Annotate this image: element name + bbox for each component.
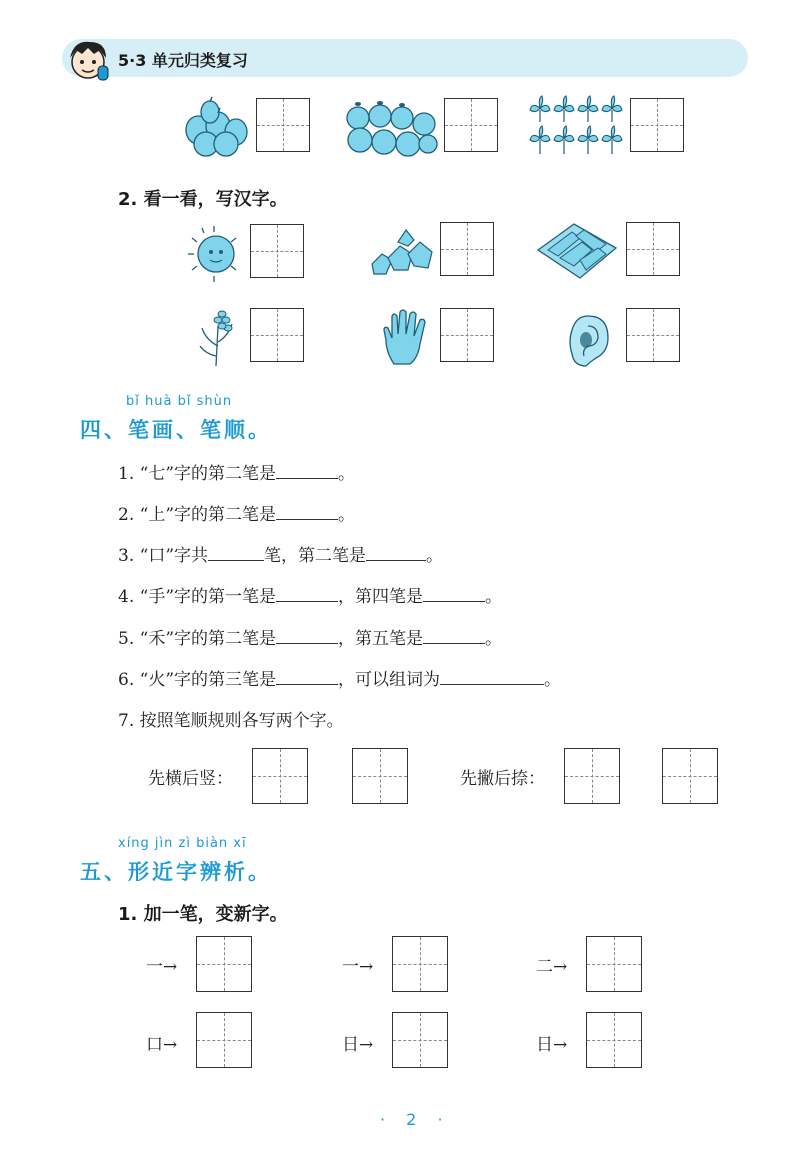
answer-blank[interactable] <box>208 544 264 561</box>
answer-blank[interactable] <box>276 462 338 479</box>
source-char: 日→ <box>536 1035 568 1055</box>
write-box[interactable] <box>392 936 448 992</box>
answer-blank[interactable] <box>276 503 338 520</box>
write-box[interactable] <box>626 308 680 362</box>
item-3-end: 。 <box>426 546 444 566</box>
write-box[interactable] <box>352 748 408 804</box>
source-char: 一→ <box>342 957 374 977</box>
question-2-heading: 2. 看一看，写汉字。 <box>118 189 288 210</box>
answer-blank[interactable] <box>440 668 544 685</box>
write-box[interactable] <box>256 98 310 152</box>
mascot-boy-icon <box>62 34 114 84</box>
pears-icon <box>180 96 250 158</box>
hand-icon <box>380 306 434 368</box>
write-box[interactable] <box>392 1012 448 1068</box>
answer-blank[interactable] <box>366 544 426 561</box>
sprouts-icon <box>528 94 624 160</box>
write-box[interactable] <box>250 224 304 278</box>
item-2-text: 2. “上”字的第二笔是 <box>118 505 277 525</box>
header-title: 5·3 单元归类复习 <box>118 51 248 70</box>
item-1-end: 。 <box>338 464 356 484</box>
item-4 <box>118 582 502 607</box>
item-4-end: 。 <box>485 587 503 607</box>
write-box[interactable] <box>196 936 252 992</box>
item-5-end: 。 <box>485 629 503 649</box>
item-4-mid: ，第四笔是 <box>338 587 424 607</box>
answer-blank[interactable] <box>423 585 485 602</box>
section-4-title: 四、笔画、笔顺。 <box>80 418 272 442</box>
stones-icon <box>368 224 436 282</box>
item-3-mid: 笔，第二笔是 <box>264 546 367 566</box>
item-4-text: 4. “手”字的第一笔是 <box>118 587 277 607</box>
item-5-mid: ，第五笔是 <box>338 629 424 649</box>
write-box[interactable] <box>564 748 620 804</box>
sun-icon <box>184 224 246 284</box>
write-box[interactable] <box>252 748 308 804</box>
write-box[interactable] <box>440 308 494 362</box>
write-box[interactable] <box>586 1012 642 1068</box>
item-6-text: 6. “火”字的第三笔是 <box>118 670 277 690</box>
source-char: 口→ <box>146 1035 178 1055</box>
section-5-q1-heading: 1. 加一笔，变新字。 <box>118 904 288 925</box>
item-1 <box>118 459 355 484</box>
item-5 <box>118 624 502 649</box>
write-box[interactable] <box>586 936 642 992</box>
item-6-mid: ，可以组词为 <box>338 670 441 690</box>
write-box[interactable] <box>440 222 494 276</box>
rice-plant-icon <box>196 306 242 368</box>
answer-blank[interactable] <box>276 627 338 644</box>
item-5-text: 5. “禾”字的第二笔是 <box>118 629 277 649</box>
write-box[interactable] <box>250 308 304 362</box>
label-pie-na: 先撇后捺： <box>460 769 545 789</box>
label-heng-shu: 先横后竖： <box>148 769 233 789</box>
apples-icon <box>344 98 438 158</box>
write-box[interactable] <box>662 748 718 804</box>
write-box[interactable] <box>630 98 684 152</box>
section-5-pinyin: xíng jìn zì biàn xī <box>118 836 247 851</box>
page-number: · 2 · <box>380 1110 451 1129</box>
section-5-title: 五、形近字辨析。 <box>80 860 272 884</box>
source-char: 二→ <box>536 957 568 977</box>
item-1-text: 1. “七”字的第二笔是 <box>118 464 277 484</box>
source-char: 一→ <box>146 957 178 977</box>
source-char: 日→ <box>342 1035 374 1055</box>
answer-blank[interactable] <box>276 668 338 685</box>
item-2-end: 。 <box>338 505 356 525</box>
write-box[interactable] <box>626 222 680 276</box>
write-box[interactable] <box>444 98 498 152</box>
ear-icon <box>564 312 612 368</box>
item-6-end: 。 <box>544 670 562 690</box>
section-4-pinyin: bǐ huà bǐ shùn <box>126 394 233 409</box>
item-7-heading: 7. 按照笔顺规则各写两个字。 <box>118 711 344 731</box>
item-3-text: 3. “口”字共 <box>118 546 209 566</box>
answer-blank[interactable] <box>276 585 338 602</box>
item-3 <box>118 541 443 566</box>
write-box[interactable] <box>196 1012 252 1068</box>
item-6 <box>118 665 561 690</box>
item-2 <box>118 500 355 525</box>
field-icon <box>534 220 620 282</box>
answer-blank[interactable] <box>423 627 485 644</box>
